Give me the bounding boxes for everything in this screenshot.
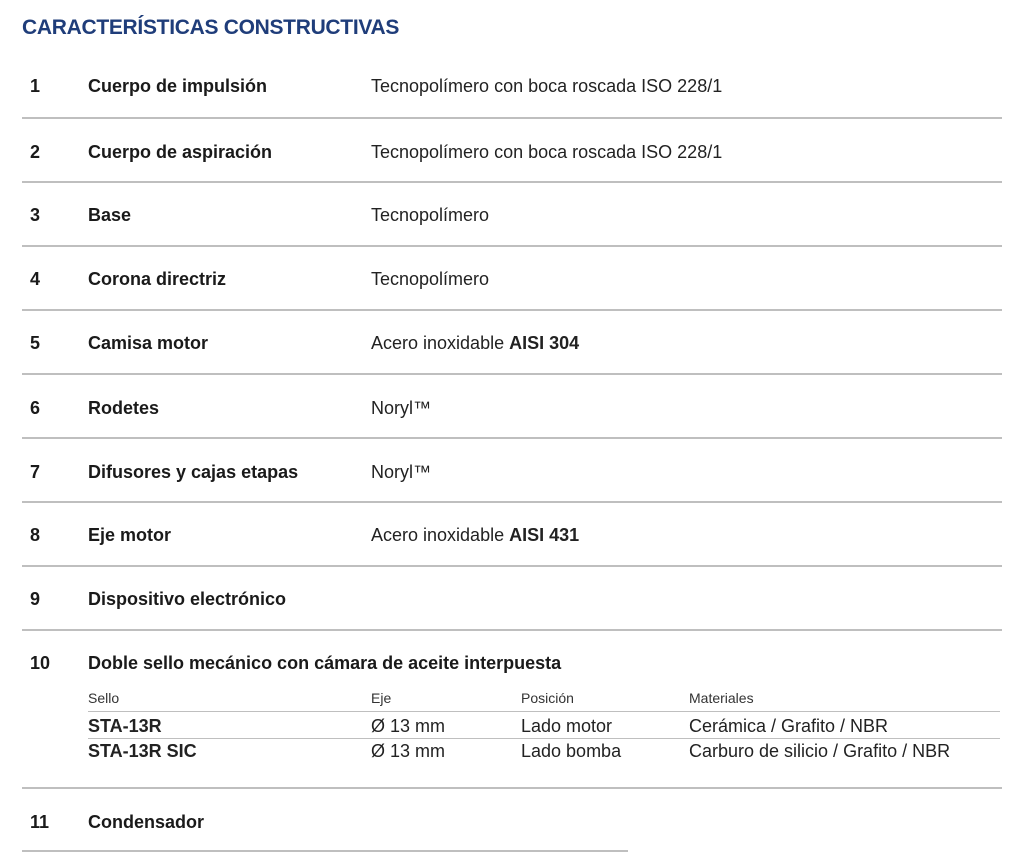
seal-header-posicion: Posición [521,690,574,706]
spec-value: Noryl™ [371,462,432,482]
spec-number: 4 [30,269,41,289]
row-divider [22,850,628,852]
seal-cell-materiales: Cerámica / Grafito / NBR [689,716,889,736]
row-divider [22,437,1002,439]
seal-cell-posicion: Lado bomba [521,741,622,761]
seal-cell-eje: Ø 13 mm [371,741,446,761]
spec-number: 9 [30,589,41,609]
spec-label: Camisa motor [88,333,209,353]
row-divider [22,181,1002,183]
spec-value: Acero inoxidable AISI 431 [371,525,580,545]
seal-header-divider [88,711,1000,712]
spec-label: Corona directriz [88,269,227,289]
row-divider [22,373,1002,375]
row-divider [22,787,1002,789]
row-divider [22,501,1002,503]
spec-label: Cuerpo de aspiración [88,142,273,162]
seal-cell-posicion: Lado motor [521,716,613,736]
spec-number: 6 [30,398,41,418]
spec-number: 5 [30,333,41,353]
spec-label: Doble sello mecánico con cámara de aceite interpuesta [88,653,562,673]
spec-label: Dispositivo electrónico [88,589,287,609]
spec-number: 7 [30,462,41,482]
row-divider [22,117,1002,119]
row-divider [22,245,1002,247]
spec-number: 8 [30,525,41,545]
spec-label: Rodetes [88,398,160,418]
seal-cell-materiales: Carburo de silicio / Grafito / NBR [689,741,951,761]
spec-number: 2 [30,142,41,162]
spec-label: Condensador [88,812,205,832]
spec-label: Difusores y cajas etapas [88,462,299,482]
spec-value: Tecnopolímero [371,269,490,289]
spec-number: 11 [30,812,50,832]
spec-label: Eje motor [88,525,172,545]
spec-number: 1 [30,76,41,96]
seal-header-sello: Sello [88,690,120,706]
seal-cell-sello: STA-13R [88,716,162,736]
spec-label: Base [88,205,132,225]
spec-value: Tecnopolímero [371,205,490,225]
seal-header-materiales: Materiales [689,690,754,706]
row-divider [22,309,1002,311]
seal-cell-eje: Ø 13 mm [371,716,446,736]
seal-cell-sello: STA-13R SIC [88,741,197,761]
seal-row-divider [88,738,1000,739]
spec-value: Acero inoxidable AISI 304 [371,333,580,353]
spec-value: Noryl™ [371,398,432,418]
spec-value: Tecnopolímero con boca roscada ISO 228/1 [371,142,723,162]
spec-value: Tecnopolímero con boca roscada ISO 228/1 [371,76,723,96]
seal-header-eje: Eje [371,690,392,706]
row-divider [22,629,1002,631]
row-divider [22,565,1002,567]
section-title: CARACTERÍSTICAS CONSTRUCTIVAS [22,16,400,39]
spec-number: 10 [30,653,51,673]
spec-number: 3 [30,205,41,225]
spec-label: Cuerpo de impulsión [88,76,268,96]
